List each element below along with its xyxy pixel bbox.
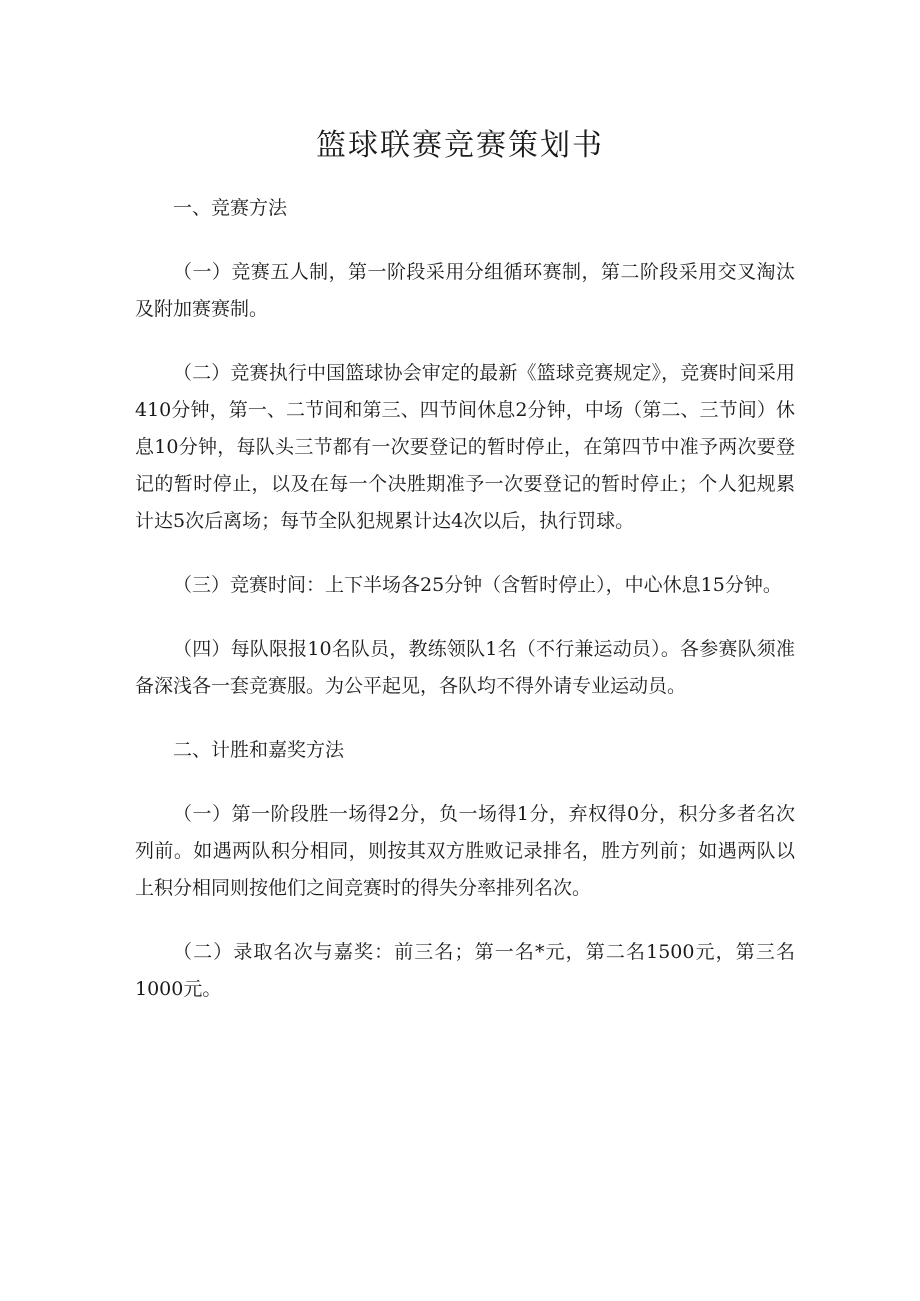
paragraph: （三）竞赛时间：上下半场各25分钟（含暂时停止），中心休息15分钟。 <box>173 574 782 596</box>
document-title: 篮球联赛竞赛策划书 <box>316 128 604 163</box>
paragraph: （一）竞赛五人制，第一阶段采用分组循环赛制，第二阶段采用交叉淘汰及附加赛赛制。 <box>135 261 795 320</box>
paragraph: （二）竞赛执行中国篮球协会审定的最新《篮球竞赛规定》，竞赛时间采用410分钟，第一、二节间和第三、四节间休息2分钟，中场（第二、三节间）休息10分钟，每队头三节都有一次要登记的暂时停止，在第四节中准予两次要登记的暂时停止，以及在每一个决胜期准予一次要登记的暂时停止；个人犯规累计达5次后离场；每节全队犯规累计达4次以后，执行罚球。 <box>135 362 795 532</box>
section-heading-scoring-and-awards: 二、计胜和嘉奖方法 <box>173 739 345 761</box>
paragraph: （二）录取名次与嘉奖：前三名；第一名*元，第二名1500元，第三名1000元。 <box>135 941 795 1000</box>
paragraph: （一）第一阶段胜一场得2分，负一场得1分，弃权得0分，积分多者名次列前。如遇两队积分相同，则按其双方胜败记录排名，胜方列前；如遇两队以上积分相同则按他们之间竞赛时的得失分率排列名次。 <box>135 803 795 899</box>
paragraph: （四）每队限报10名队员，教练领队1名（不行兼运动员）。各参赛队须准备深浅各一套竞赛服。为公平起见，各队均不得外请专业运动员。 <box>135 638 795 697</box>
section-heading-competition-method: 一、竞赛方法 <box>173 197 288 219</box>
document-body <box>135 190 795 1035</box>
